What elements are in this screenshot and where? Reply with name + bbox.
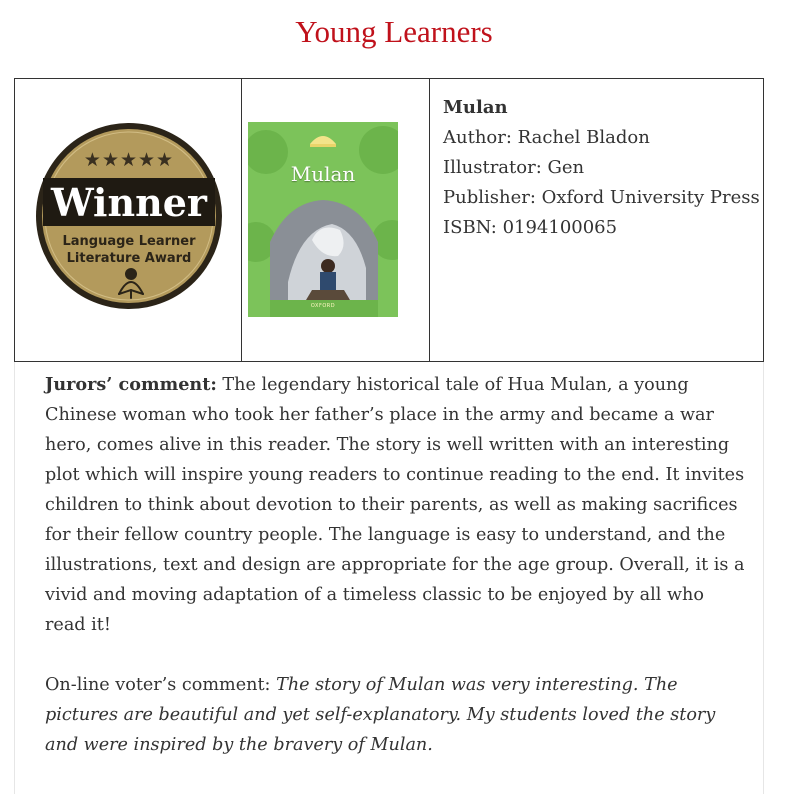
book-isbn: ISBN: 0194100065 bbox=[443, 217, 618, 238]
cover-publisher: OXFORD bbox=[310, 303, 336, 309]
cover-title: Mulan bbox=[290, 162, 356, 186]
cover-cell bbox=[242, 79, 430, 362]
book-author: Author: Rachel Bladon bbox=[443, 127, 650, 148]
badge-cell bbox=[15, 79, 242, 362]
book-info-cell bbox=[430, 79, 764, 362]
jurors-comment-text: The legendary historical tale of Hua Mulan, a young Chinese woman who took her father’s place in the army and became a war hero, comes alive in this reader. The story is well written with an interesting plot which will inspire young readers to continue reading to the end. It invites children to think about devotion to their parents, as well as making sacrifices for their fellow country people. The language is easy to understand, and the illustrations, text and design are appropriate for the age group. Overall, it is a vivid and moving adaptation of a timeless classic to be enjoyed by all who read it! bbox=[45, 375, 745, 635]
book-illustrator: Illustrator: Gen bbox=[443, 157, 585, 178]
page-title: Young Learners bbox=[295, 14, 493, 49]
voter-comment-text: The story of Mulan was very interesting. The pictures are beautiful and yet self-explanatory. My students loved the story and were inspired by the bravery of Mulan. bbox=[45, 675, 716, 755]
badge-line1: Language Learner bbox=[62, 234, 196, 249]
voter-comment bbox=[45, 670, 745, 760]
voter-comment-label: On-line voter’s comment: bbox=[45, 675, 277, 695]
comments-section bbox=[14, 362, 764, 794]
award-table bbox=[14, 78, 764, 362]
stars-text: ★★★★★ bbox=[83, 149, 175, 171]
winner-text: Winner bbox=[51, 180, 207, 225]
book-title: Mulan bbox=[443, 97, 508, 118]
jurors-comment-label: Jurors’ comment: bbox=[45, 374, 217, 395]
badge-line2: Literature Award bbox=[66, 251, 192, 266]
jurors-comment bbox=[45, 370, 745, 640]
book-cover bbox=[248, 122, 398, 317]
award-badge bbox=[35, 122, 223, 310]
cover-art bbox=[248, 122, 398, 317]
book-publisher: Publisher: Oxford University Press bbox=[443, 187, 760, 208]
